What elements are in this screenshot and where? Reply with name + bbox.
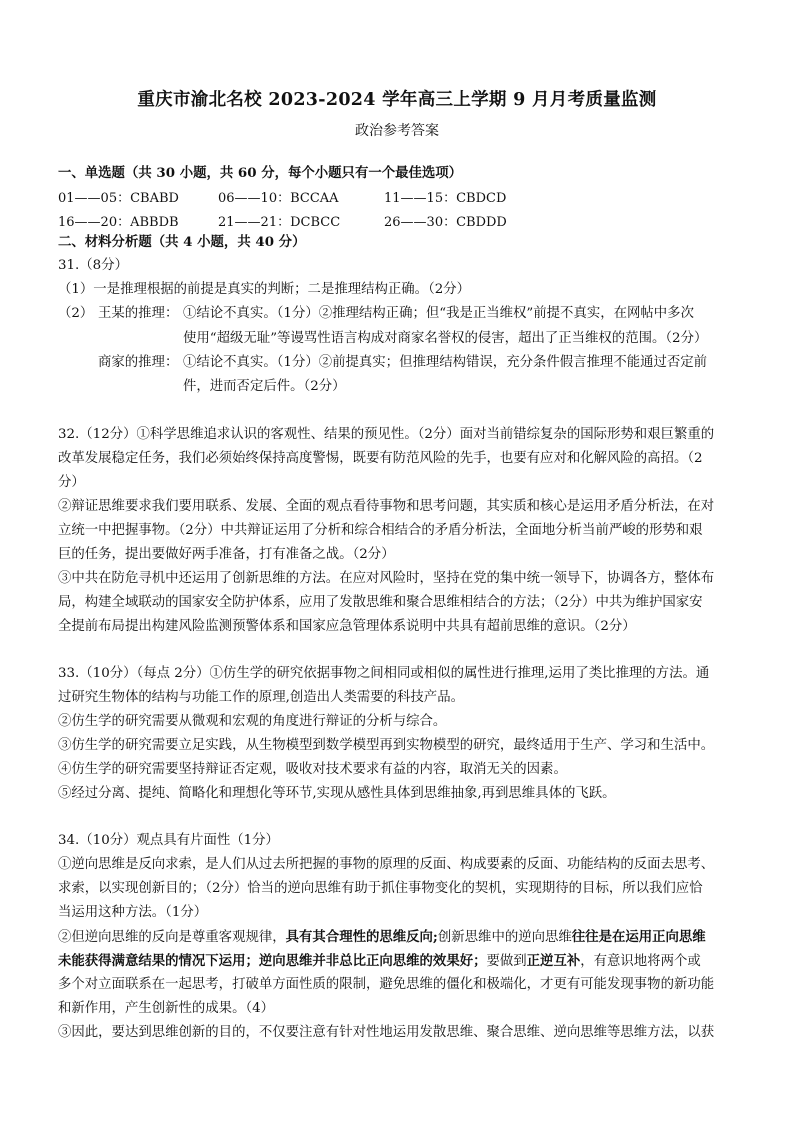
question-32-line: 立统一中把握事物。（2分）中共辩证运用了分析和综合相结合的矛盾分析法，全面地分析当前严峻的形势和艰 bbox=[58, 523, 703, 538]
question-34-emphasis: 正逆互补 bbox=[526, 953, 581, 969]
answer-group: 26——30：CBDDD bbox=[384, 215, 507, 230]
answer-group: 06——10：BCCAA bbox=[218, 191, 339, 206]
question-31-heading: 31.（8分） bbox=[58, 258, 128, 273]
answer-group: 11——15：CBDCD bbox=[384, 191, 507, 206]
question-32-line: 分） bbox=[58, 475, 85, 490]
question-34-line: ③因此，要达到思维创新的目的，不仅要注意有针对性地运用发散思维、聚合思维、逆向思维等思维方法，以获 bbox=[58, 1025, 715, 1040]
section-2-heading: 二、材料分析题（共 4 小题，共 40 分） bbox=[58, 234, 306, 250]
question-34-text: ②但逆向思维的反向是尊重客观规律， bbox=[58, 930, 286, 945]
question-31-part-2-text: 使用“超级无耻”等谩骂性语言构成对商家名誉权的侵害，超出了正当维权的范围。（2分） bbox=[183, 331, 708, 346]
section-1-heading: 一、单选题（共 30 小题，共 60 分，每个小题只有一个最佳选项） bbox=[58, 165, 463, 181]
question-33-line: ②仿生学的研究需要从微观和宏观的角度进行辩证的分析与综合。 bbox=[58, 714, 447, 729]
question-31-part-3-text: 件，进而否定后件。（2分） bbox=[183, 379, 346, 394]
question-33-line: ⑤经过分离、提纯、简略化和理想化等环节,实现从感性具体到思维抽象,再到思维具体的飞跃。 bbox=[58, 786, 616, 801]
question-31-part-1: （1）一是推理根据的前提是真实的判断；二是推理结构正确。（2分） bbox=[58, 282, 471, 297]
question-32-line: 巨的任务，提出要做好两手准备，打有准备之战。（2分） bbox=[58, 547, 395, 562]
question-32-line: 全提前布局提出构建风险监测预警体系和国家应急管理体系说明中共具有超前思维的意识。（2分） bbox=[58, 619, 636, 634]
question-34-line: ①逆向思维是反向求索，是人们从过去所把握的事物的原理的反面、构成要素的反面、功能结构的反面去思考、 bbox=[58, 857, 715, 872]
question-32-line: 改革发展稳定任务，我们必须始终保持高度警惕，既要有防范风险的先手，也要有应对和化解风险的高招。（2 bbox=[58, 451, 703, 466]
answer-group: 21——21：DCBCC bbox=[218, 215, 341, 230]
answer-group: 16——20：ABBDB bbox=[58, 215, 179, 230]
question-34-text: 创新思维中的逆向思维 bbox=[437, 930, 572, 945]
question-32-line: ③中共在防危寻机中还运用了创新思维的方法。在应对风险时，坚持在党的集中统一领导下，协调各方，整体布 bbox=[58, 571, 715, 586]
question-34-emphasis: 未能获得满意结果的情况下运用； bbox=[58, 953, 259, 969]
question-34-line bbox=[58, 951, 748, 972]
question-33-line: 33.（10分）（每点 2分）①仿生学的研究依据事物之间相同或相似的属性进行推理,运用了类比推理的方法。通 bbox=[58, 666, 710, 681]
question-32-line: 32.（12分）①科学思维追求认识的客观性、结果的预见性。（2分）面对当前错综复杂的国际形势和艰巨繁重的 bbox=[58, 427, 715, 442]
question-34-text: 要做到 bbox=[486, 954, 527, 969]
page-title: 重庆市渝北名校 2023-2024 学年高三上学期 9 月月考质量监测 bbox=[137, 90, 657, 110]
question-34-emphasis: 往往是在运用正向思维 bbox=[571, 929, 706, 945]
question-33-line: ③仿生学的研究需要立足实践，从生物模型到数学模型再到实物模型的研究，最终适用于生产、学习和生活中。 bbox=[58, 738, 715, 753]
question-31-part-2-label: 王某的推理： bbox=[98, 306, 179, 321]
question-31-part-2-number: （2） bbox=[58, 306, 94, 321]
question-32-line: 局，构建全域联动的国家安全防护体系，应用了发散思维和聚合思维相结合的方法；（2分）中共为维护国家安 bbox=[58, 595, 703, 610]
answer-group: 01——05：CBABD bbox=[58, 191, 179, 206]
question-31-part-2-text: ①结论不真实。（1分）②推理结构正确；但“我是正当维权”前提不真实，在网帖中多次 bbox=[183, 306, 694, 321]
question-34-line: 34.（10分）观点具有片面性（1分） bbox=[58, 833, 279, 848]
question-32-line: ②辩证思维要求我们要用联系、发展、全面的观点看待事物和思考问题，其实质和核心是运用矛盾分析法，在对 bbox=[58, 499, 715, 514]
question-33-line: 过研究生物体的结构与功能工作的原理,创造出人类需要的科技产品。 bbox=[58, 690, 464, 705]
question-34-line bbox=[58, 927, 748, 948]
question-34-line: 求索，以实现创新目的；（2分）恰当的逆向思维有助于抓住事物变化的契机，实现期待的目标，所以我们应恰 bbox=[58, 881, 703, 896]
question-34-emphasis: 具有其合理性的思维反向; bbox=[285, 929, 438, 945]
question-31-part-3-label: 商家的推理： bbox=[98, 355, 179, 370]
page-subtitle: 政治参考答案 bbox=[355, 123, 439, 139]
question-34-line: 和新作用，产生创新性的成果。（4） bbox=[58, 1001, 275, 1016]
question-34-emphasis: 逆向思维并非总比正向思维的效果好； bbox=[258, 953, 487, 969]
question-34-line: 多个对立面联系在一起思考，打破单方面性质的限制，避免思维的僵化和极端化，才更有可能发现事物的新功能 bbox=[58, 977, 715, 992]
question-34-text: ，有意识地将两个或 bbox=[580, 954, 701, 969]
question-31-part-3-text: ①结论不真实。（1分）②前提真实；但推理结构错误，充分条件假言推理不能通过否定前 bbox=[183, 355, 708, 370]
question-33-line: ④仿生学的研究需要坚持辩证否定观，吸收对技术要求有益的内容，取消无关的因素。 bbox=[58, 762, 567, 777]
question-34-line: 当运用这种方法。（1分） bbox=[58, 905, 208, 920]
